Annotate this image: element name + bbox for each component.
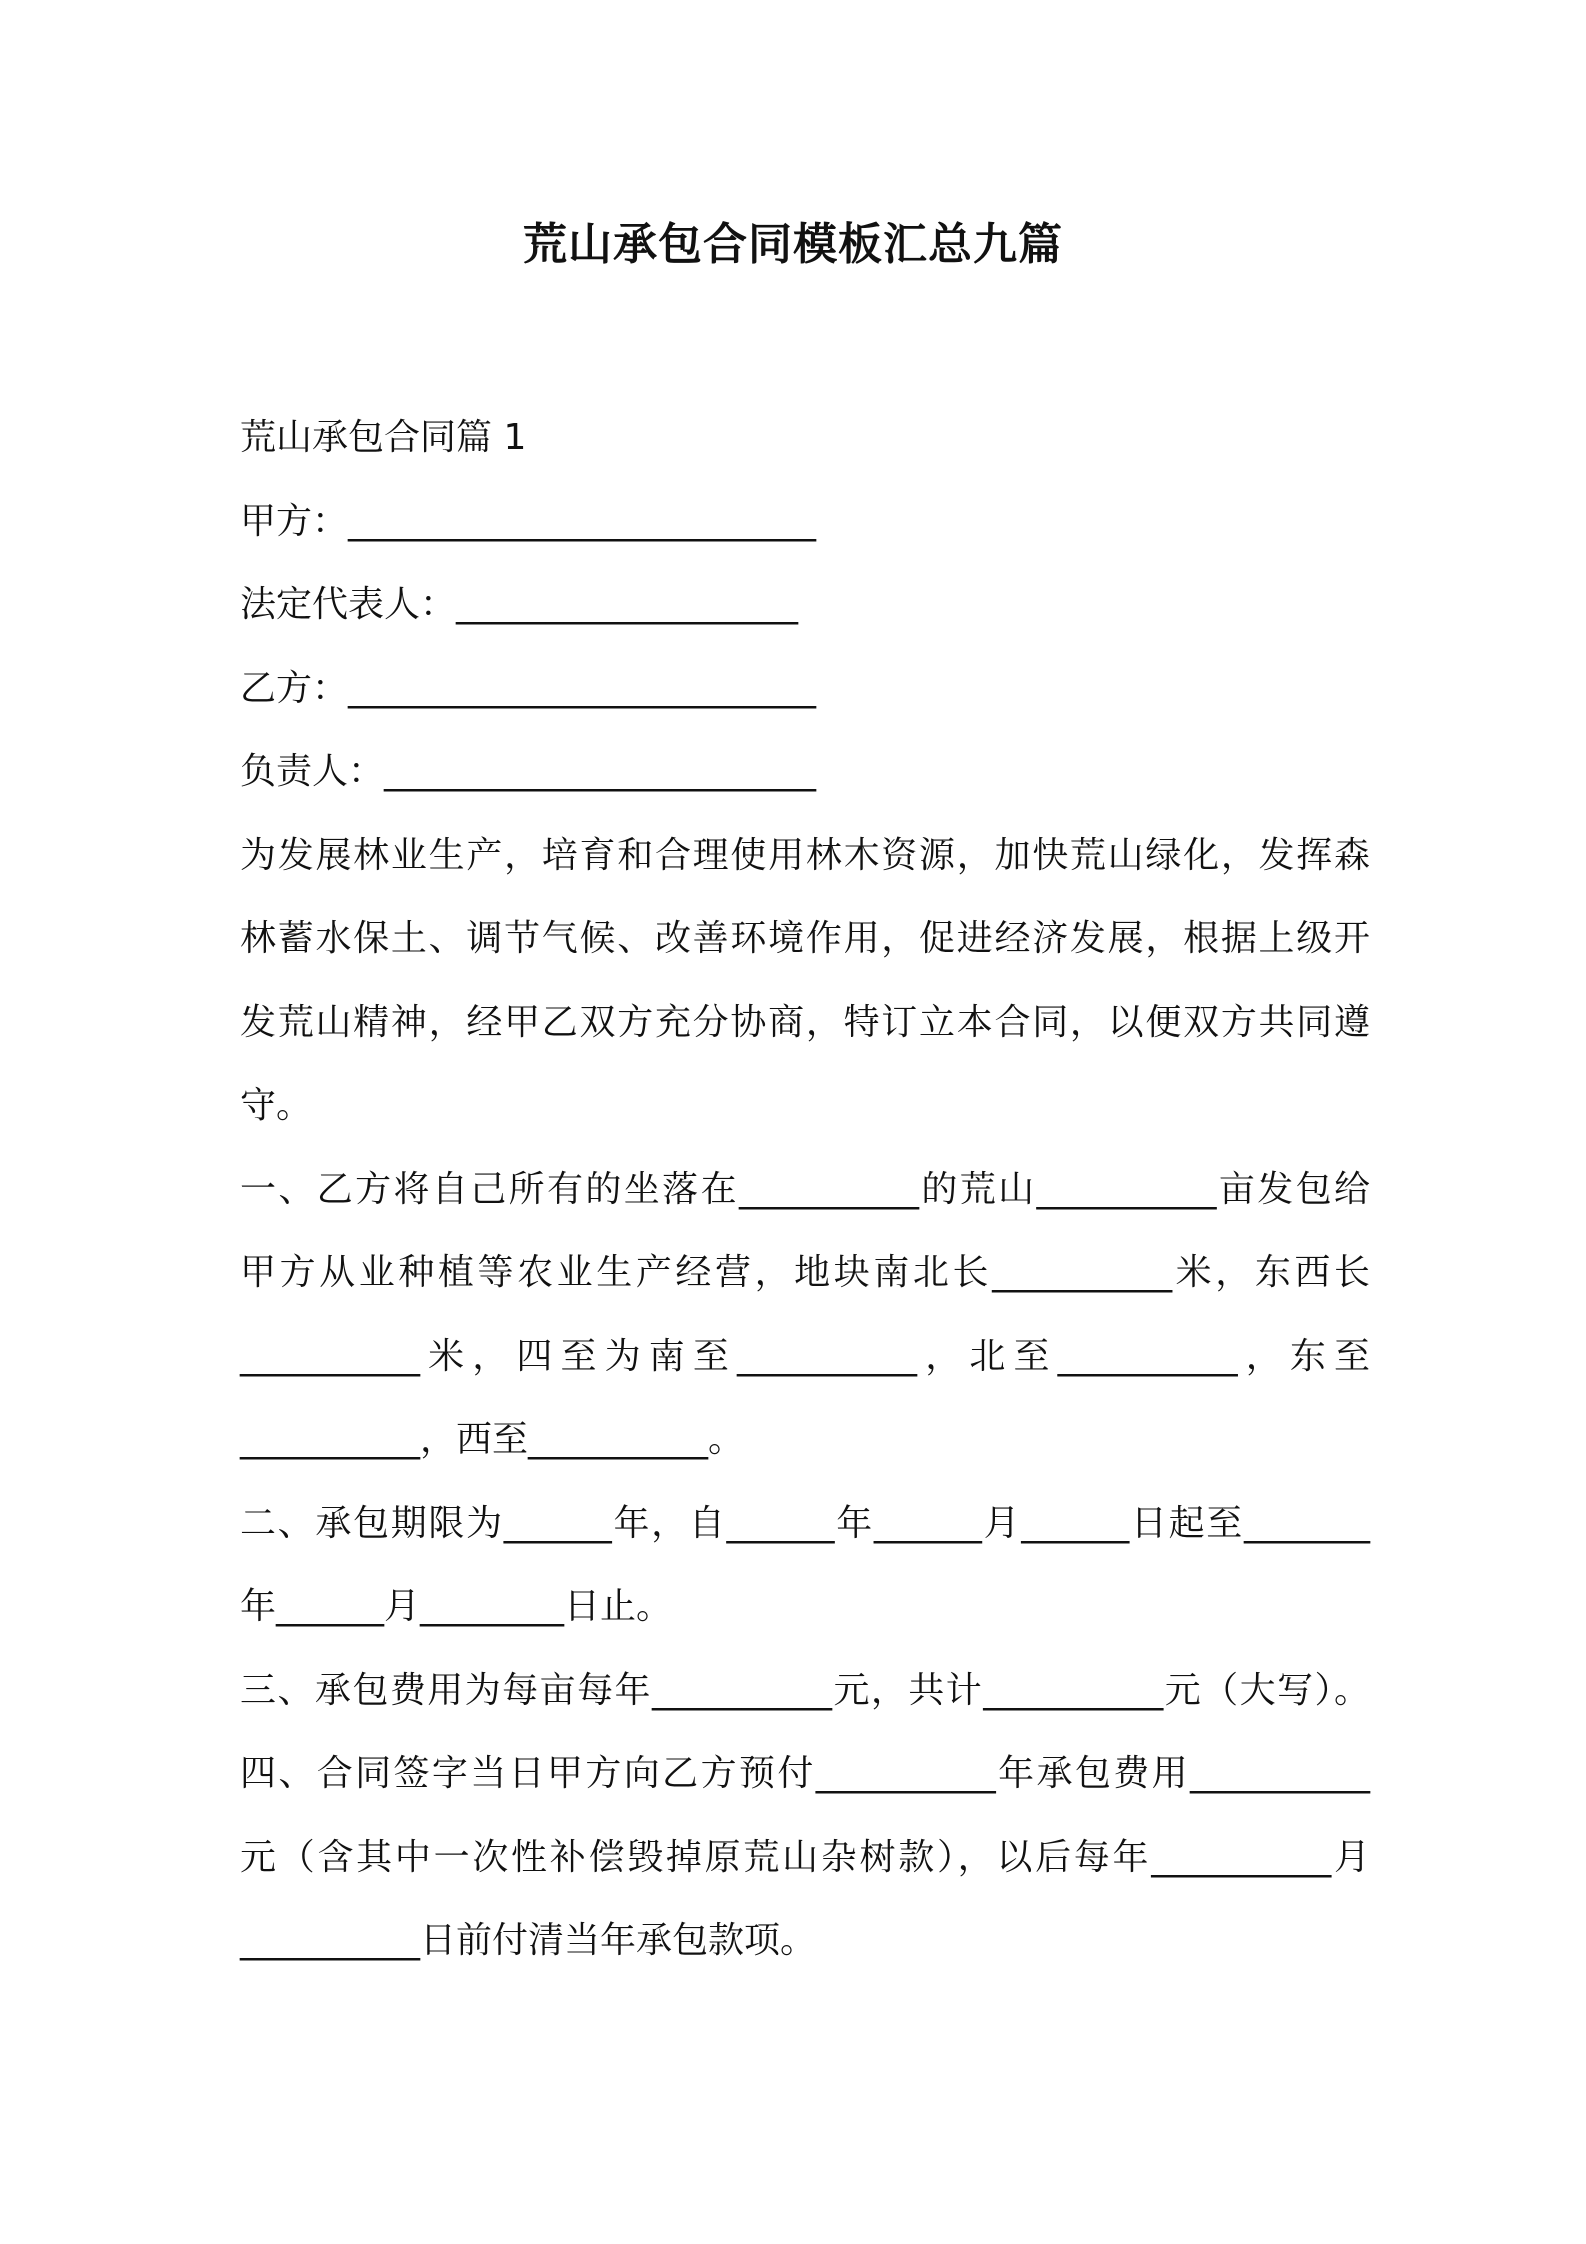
preamble-line: 为发展林业生产，培育和合理使用林木资源，加快荒山绿化，发挥森 bbox=[240, 835, 1370, 876]
clause-1-line: __________米，四至为南至__________，北至__________，东至 bbox=[240, 1336, 1370, 1377]
preamble-line: 发荒山精神，经甲乙双方充分协商，特订立本合同，以便双方共同遵 bbox=[240, 1002, 1370, 1043]
party-a-field: 甲方：__________________________ bbox=[240, 501, 817, 542]
preamble-line: 林蓄水保土、调节气候、改善环境作用，促进经济发展，根据上级开 bbox=[240, 918, 1370, 959]
preamble-line: 守。 bbox=[240, 1085, 313, 1126]
legal-representative-field: 法定代表人：___________________ bbox=[240, 584, 799, 625]
clause-3-line: 三、承包费用为每亩每年__________元，共计__________元（大写）。 bbox=[240, 1670, 1370, 1711]
clause-1-line: 甲方从业种植等农业生产经营，地块南北长__________米，东西长 bbox=[240, 1252, 1370, 1293]
clause-1-line: __________，西至__________。 bbox=[240, 1419, 745, 1460]
document-title: 荒山承包合同模板汇总九篇 bbox=[523, 219, 1063, 270]
party-b-field: 乙方：__________________________ bbox=[240, 668, 817, 709]
responsible-person-field: 负责人：________________________ bbox=[240, 751, 817, 792]
clause-2-line: 二、承包期限为______年，自______年______月______日起至_______ bbox=[240, 1503, 1370, 1544]
clause-2-line: 年______月________日止。 bbox=[240, 1586, 673, 1627]
clause-4-line: 四、合同签字当日甲方向乙方预付__________年承包费用__________ bbox=[240, 1753, 1370, 1794]
section-heading: 荒山承包合同篇 1 bbox=[240, 417, 527, 458]
clause-1-line: 一、乙方将自己所有的坐落在__________的荒山__________亩发包给 bbox=[240, 1169, 1370, 1210]
clause-4-line: 元（含其中一次性补偿毁掉原荒山杂树款），以后每年__________月 bbox=[240, 1837, 1370, 1878]
clause-4-line: __________日前付清当年承包款项。 bbox=[240, 1920, 817, 1961]
